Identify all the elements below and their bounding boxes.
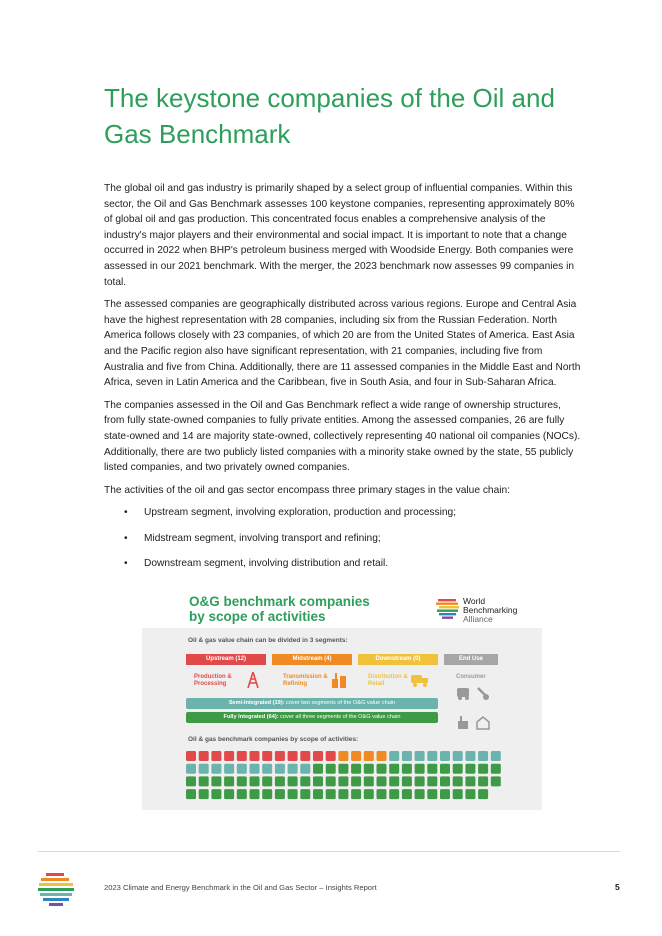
fully-integrated-company-square bbox=[377, 764, 387, 774]
upstream-description: Production & Processing bbox=[194, 674, 232, 687]
semi-integrated-company-square bbox=[491, 751, 501, 761]
fully-integrated-company-square bbox=[224, 789, 234, 799]
upstream-company-square bbox=[275, 751, 285, 761]
fully-integrated-text: cover all three segments of the O&G value chain bbox=[278, 714, 401, 720]
fully-integrated-company-square bbox=[453, 776, 463, 786]
fully-integrated-company-square bbox=[415, 764, 425, 774]
midstream-segment: Midstream (4) bbox=[272, 654, 352, 665]
fully-integrated-company-square bbox=[453, 764, 463, 774]
fully-integrated-company-square bbox=[211, 776, 221, 786]
semi-integrated-bar bbox=[186, 698, 438, 709]
downstream-description: Distribution & Retail bbox=[368, 674, 408, 687]
bullet-icon: • bbox=[124, 507, 128, 519]
consumer-icon bbox=[456, 684, 492, 744]
midstream-company-square bbox=[377, 751, 387, 761]
fully-integrated-company-square bbox=[186, 776, 196, 786]
upstream-company-square bbox=[224, 751, 234, 761]
logo-line: Benchmarking bbox=[463, 605, 518, 615]
fully-integrated-company-square bbox=[326, 764, 336, 774]
fully-integrated-company-square bbox=[389, 764, 399, 774]
fully-integrated-company-square bbox=[186, 789, 196, 799]
midstream-company-square bbox=[351, 751, 361, 761]
footer-report-title: 2023 Climate and Energy Benchmark in the Oil and Gas Sector – Insights Report bbox=[104, 883, 377, 892]
fully-integrated-company-square bbox=[300, 789, 310, 799]
fully-integrated-company-square bbox=[491, 776, 501, 786]
fully-integrated-company-square bbox=[326, 776, 336, 786]
fully-integrated-company-square bbox=[250, 776, 260, 786]
infographic-title: O&G benchmark companies by scope of activities bbox=[189, 594, 370, 624]
semi-integrated-company-square bbox=[440, 751, 450, 761]
fully-integrated-company-square bbox=[389, 776, 399, 786]
semi-integrated-company-square bbox=[415, 751, 425, 761]
paragraph: The activities of the oil and gas sector encompass three primary stages in the value chain: bbox=[104, 484, 511, 496]
list-item bbox=[104, 505, 582, 521]
fully-integrated-company-square bbox=[262, 776, 272, 786]
semi-integrated-company-square bbox=[186, 764, 196, 774]
fully-integrated-company-square bbox=[351, 789, 361, 799]
logo-line: Alliance bbox=[463, 614, 493, 624]
semi-integrated-company-square bbox=[237, 764, 247, 774]
semi-integrated-company-square bbox=[224, 764, 234, 774]
value-chain-list bbox=[104, 505, 582, 572]
page-title: The keystone companies of the Oil and Gas Benchmark bbox=[104, 83, 555, 149]
footer-divider bbox=[38, 851, 620, 852]
fully-integrated-company-square bbox=[364, 789, 374, 799]
semi-integrated-company-square bbox=[275, 764, 285, 774]
paragraph: The global oil and gas industry is primarily shaped by a select group of influential companies. Within this sector, the Oil and Gas Benchmark assesses 100 keystone companies, representing approximately 80% of global oil and gas production. This concentrated focus enables a comprehensive analysis of the industry's major players and their environmental and social impact. It is important to note that a change occurred in 2022 when BHP's petroleum business merged with Woodside Energy. Both companies were assessed in our 2021 benchmark. With the merger, the 2023 benchmark now assesses 99 companies in total. bbox=[104, 183, 575, 288]
paragraph: The assessed companies are geographically distributed across various regions. Europe and Central Asia have the highest representation with 28 companies, including six from the Russian Federation. North America follows closely with 23 companies, of which 20 are from the United States of America. East Asia and the Pacific region also have significant representation, with 21 companies, including five from Australia and five from China. Additionally, there are 11 assessed companies in the Middle East and North Africa, seven in Latin America and the Caribbean, five in South Asia, and four in Sub-Saharan Africa. bbox=[104, 299, 581, 389]
semi-integrated-company-square bbox=[199, 764, 209, 774]
upstream-company-square bbox=[250, 751, 260, 761]
semi-integrated-company-square bbox=[465, 751, 475, 761]
semi-integrated-company-square bbox=[402, 751, 412, 761]
semi-integrated-company-square bbox=[478, 751, 488, 761]
fully-integrated-company-square bbox=[313, 776, 323, 786]
paragraph: The companies assessed in the Oil and Gas Benchmark reflect a wide range of ownership structures, from fully state-owned companies to fully private entities. Among the assessed companies, 26 are fully state-owned and 14 are majority state-owned, collectively representing 40 national oil companies (NOCs). Additionally, there are two publicly listed companies with a minority stake owned by the state, 55 publicly listed companies, and two privately owned companies. bbox=[104, 399, 581, 474]
company-waffle-grid bbox=[186, 751, 506, 807]
fully-integrated-company-square bbox=[199, 789, 209, 799]
semi-integrated-company-square bbox=[300, 764, 310, 774]
list-item-text: Midstream segment, involving transport and refining; bbox=[144, 532, 381, 544]
fully-integrated-company-square bbox=[427, 764, 437, 774]
bullet-icon: • bbox=[124, 558, 128, 570]
fully-integrated-company-square bbox=[453, 789, 463, 799]
scope-infographic bbox=[142, 586, 542, 810]
semi-integrated-company-square bbox=[211, 764, 221, 774]
wba-logo bbox=[436, 594, 536, 624]
fully-integrated-company-square bbox=[478, 776, 488, 786]
upstream-segment: Upstream (12) bbox=[186, 654, 266, 665]
fuel-truck-icon bbox=[410, 672, 430, 688]
fully-integrated-company-square bbox=[288, 789, 298, 799]
logo-line: World bbox=[463, 596, 486, 606]
fully-integrated-company-square bbox=[364, 764, 374, 774]
fully-integrated-company-square bbox=[237, 789, 247, 799]
page-number: 5 bbox=[615, 882, 620, 892]
fully-integrated-company-square bbox=[262, 789, 272, 799]
fully-integrated-company-square bbox=[415, 789, 425, 799]
semi-integrated-company-square bbox=[288, 764, 298, 774]
fully-integrated-company-square bbox=[415, 776, 425, 786]
midstream-description: Transmission & Refining bbox=[283, 674, 328, 687]
fully-integrated-company-square bbox=[237, 776, 247, 786]
fully-integrated-company-square bbox=[465, 789, 475, 799]
fully-integrated-company-square bbox=[465, 776, 475, 786]
upstream-company-square bbox=[186, 751, 196, 761]
fully-integrated-company-square bbox=[288, 776, 298, 786]
fully-integrated-company-square bbox=[351, 764, 361, 774]
fully-integrated-company-square bbox=[313, 764, 323, 774]
fully-integrated-label: Fully Integrated (64): bbox=[223, 714, 279, 720]
fully-integrated-company-square bbox=[224, 776, 234, 786]
fully-integrated-company-square bbox=[389, 789, 399, 799]
fully-integrated-company-square bbox=[402, 764, 412, 774]
upstream-company-square bbox=[199, 751, 209, 761]
fully-integrated-company-square bbox=[427, 789, 437, 799]
upstream-company-square bbox=[288, 751, 298, 761]
fully-integrated-company-square bbox=[275, 776, 285, 786]
fully-integrated-company-square bbox=[211, 789, 221, 799]
semi-integrated-company-square bbox=[453, 751, 463, 761]
fully-integrated-company-square bbox=[338, 776, 348, 786]
semi-integrated-text: cover two segments of the O&G value chain bbox=[284, 700, 396, 706]
fully-integrated-company-square bbox=[351, 776, 361, 786]
bullet-icon: • bbox=[124, 532, 128, 544]
upstream-company-square bbox=[211, 751, 221, 761]
upstream-company-square bbox=[326, 751, 336, 761]
list-item bbox=[104, 531, 582, 547]
fully-integrated-company-square bbox=[402, 789, 412, 799]
fully-integrated-company-square bbox=[199, 776, 209, 786]
midstream-company-square bbox=[338, 751, 348, 761]
segments-subtitle: Oil & gas value chain can be divided in 3 segments: bbox=[188, 637, 348, 644]
fully-integrated-company-square bbox=[440, 776, 450, 786]
companies-subtitle: Oil & gas benchmark companies by scope of activities: bbox=[188, 736, 359, 743]
fully-integrated-company-square bbox=[478, 764, 488, 774]
list-item-text: Downstream segment, involving distribution and retail. bbox=[144, 558, 389, 570]
fully-integrated-company-square bbox=[250, 789, 260, 799]
list-item-text: Upstream segment, involving exploration, production and processing; bbox=[144, 507, 457, 519]
fully-integrated-company-square bbox=[440, 789, 450, 799]
wba-logo-text bbox=[463, 597, 517, 624]
wba-footer-logo-icon bbox=[38, 871, 76, 907]
end-use-description: Consumer bbox=[456, 674, 486, 680]
semi-integrated-company-square bbox=[389, 751, 399, 761]
wba-logo-icon bbox=[436, 596, 460, 620]
refinery-icon bbox=[330, 671, 348, 689]
semi-integrated-company-square bbox=[427, 751, 437, 761]
fully-integrated-company-square bbox=[338, 789, 348, 799]
end-use-segment: End Use bbox=[444, 654, 498, 665]
upstream-company-square bbox=[300, 751, 310, 761]
downstream-segment: Downstream (0) bbox=[358, 654, 438, 665]
fully-integrated-company-square bbox=[491, 764, 501, 774]
fully-integrated-company-square bbox=[338, 764, 348, 774]
semi-integrated-label: Semi-Integrated (19): bbox=[228, 700, 285, 706]
list-item bbox=[104, 556, 582, 572]
upstream-company-square bbox=[262, 751, 272, 761]
fully-integrated-company-square bbox=[465, 764, 475, 774]
fully-integrated-company-square bbox=[377, 789, 387, 799]
fully-integrated-bar bbox=[186, 712, 438, 723]
fully-integrated-company-square bbox=[427, 776, 437, 786]
fully-integrated-company-square bbox=[313, 789, 323, 799]
fully-integrated-company-square bbox=[440, 764, 450, 774]
fully-integrated-company-square bbox=[377, 776, 387, 786]
semi-integrated-company-square bbox=[262, 764, 272, 774]
upstream-company-square bbox=[237, 751, 247, 761]
fully-integrated-company-square bbox=[478, 789, 488, 799]
oil-rig-icon bbox=[245, 671, 261, 689]
body-text bbox=[104, 181, 582, 582]
fully-integrated-company-square bbox=[364, 776, 374, 786]
semi-integrated-company-square bbox=[250, 764, 260, 774]
midstream-company-square bbox=[364, 751, 374, 761]
fully-integrated-company-square bbox=[300, 776, 310, 786]
fully-integrated-company-square bbox=[402, 776, 412, 786]
fully-integrated-company-square bbox=[275, 789, 285, 799]
upstream-company-square bbox=[313, 751, 323, 761]
fully-integrated-company-square bbox=[326, 789, 336, 799]
